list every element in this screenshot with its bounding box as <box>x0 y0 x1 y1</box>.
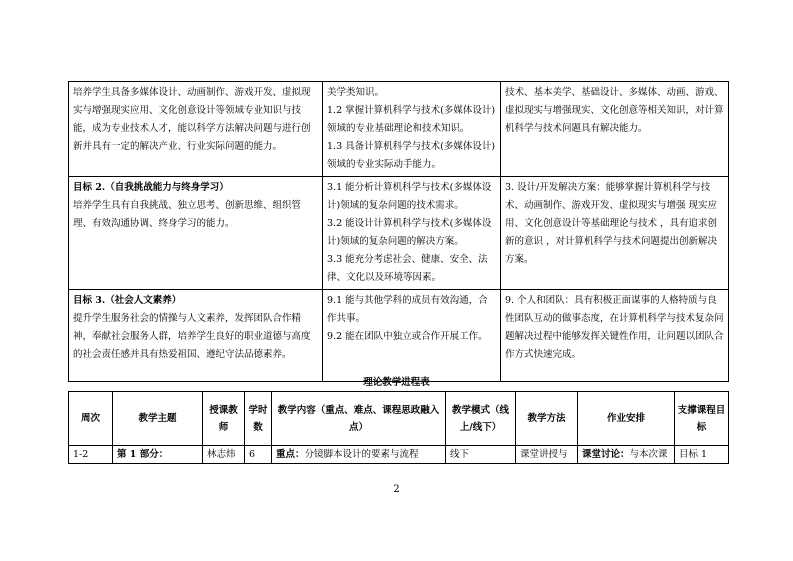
indicator-cell: 3.1 能分析计算机科学与技术(多媒体设计)领域的复杂问题的技术需求。 3.2 能设计计算机科学与技术(多媒体设计)领域的复杂问题的解决方案。 3.3 能充分考虑社会、健康、安全、法律、文化以及环境等因素。 <box>323 177 501 290</box>
progress-table <box>68 391 729 464</box>
requirement-cell: 3. 设计/开发解决方案：能够掌握计算机科学与技术、动画制作、游戏开发、虚拟现实与增强 现实应用、文化创意设计等基础理论与技术 ，具有追求创新的意识 ，对计算机科学与技术问题提出创新解决方案。 <box>501 177 729 290</box>
objective-cell <box>69 82 323 177</box>
content-label: 重点： <box>276 449 305 460</box>
objective-title: 目标 2.（自我挑战能力与终身学习） <box>73 182 229 193</box>
cell-goal: 目标 1 <box>675 446 729 464</box>
objective-text: 培养学生具备多媒体设计、动画制作、游戏开发、虚拟现实与增强现实应用、文化创意设计等领域专业知识与技能，成为专业技术人才，能以科学方法解决问题与进行创新并具有一定的解决产业、行业实际问题的能力。 <box>73 87 311 152</box>
objective-cell <box>69 177 323 290</box>
cell-mode: 线下 <box>446 446 516 464</box>
requirement-cell: 技术、基本美学、基础设计、多媒体、动画、游戏、虚拟现实与增强现实、文化创意等相关知识，对计算机科学与技术问题具有解决能力。 <box>501 82 729 177</box>
header-method: 教学方法 <box>516 392 578 446</box>
homework-text: 与本次课 <box>629 449 668 460</box>
cell-method: 课堂讲授与 <box>516 446 578 464</box>
cell-week: 1-2 <box>69 446 113 464</box>
objectives-table <box>68 81 729 382</box>
cell-content <box>272 446 446 464</box>
progress-header-row <box>69 392 729 446</box>
cell-hours: 6 <box>245 446 272 464</box>
objective-text: 培养学生具有自我挑战、独立思考、创新思维、组织管理、有效沟通协调、终身学习的能力。 <box>73 200 302 229</box>
content-text: 分镜脚本设计的要素与流程 <box>304 449 419 460</box>
objective-title: 目标 3.（社会人文素养） <box>73 295 182 306</box>
objective-row <box>69 177 729 290</box>
cell-teacher: 林志炜 <box>203 446 245 464</box>
page-number: 2 <box>393 484 400 495</box>
header-topic: 教学主题 <box>113 392 203 446</box>
header-mode: 教学模式（线上/线下） <box>446 392 516 446</box>
header-content: 教学内容（重点、难点、课程思政融入点） <box>272 392 446 446</box>
header-hours: 学时数 <box>245 392 272 446</box>
objective-text: 提升学生服务社会的情操与人文素养，发挥团队合作精神，奉献社会服务人群，培养学生良好的职业道德与高度的社会责任感并具有热爱祖国、遵纪守法品德素养。 <box>73 313 311 360</box>
homework-label: 课堂讨论： <box>582 449 630 460</box>
table-row <box>69 446 729 464</box>
indicator-cell: 美学类知识。 1.2 掌握计算机科学与技术(多媒体设计)领域的专业基础理论和技术知识。 1.3 具备计算机科学与技术(多媒体设计)领域的专业实际动手能力。 <box>323 82 501 177</box>
header-teacher: 授课教师 <box>203 392 245 446</box>
objective-row <box>69 82 729 177</box>
objective-row <box>69 290 729 382</box>
cell-topic: 第 1 部分： <box>113 446 203 464</box>
cell-homework <box>578 446 675 464</box>
progress-table-title: 理论教学进程表 <box>363 377 430 388</box>
header-homework: 作业安排 <box>578 392 675 446</box>
requirement-cell: 9. 个人和团队：具有积极正面谋事的人格特质与良性团队互动的做事态度，在计算机科学与技术复杂问题解决过程中能够发挥关键性作用，让问题以团队合作方式快速完成。 <box>501 290 729 382</box>
header-week: 周次 <box>69 392 113 446</box>
header-goal: 支撑课程目标 <box>675 392 729 446</box>
indicator-cell: 9.1 能与其他学科的成员有效沟通，合作共事。 9.2 能在团队中独立或合作开展工作。 <box>323 290 501 382</box>
objective-cell <box>69 290 323 382</box>
